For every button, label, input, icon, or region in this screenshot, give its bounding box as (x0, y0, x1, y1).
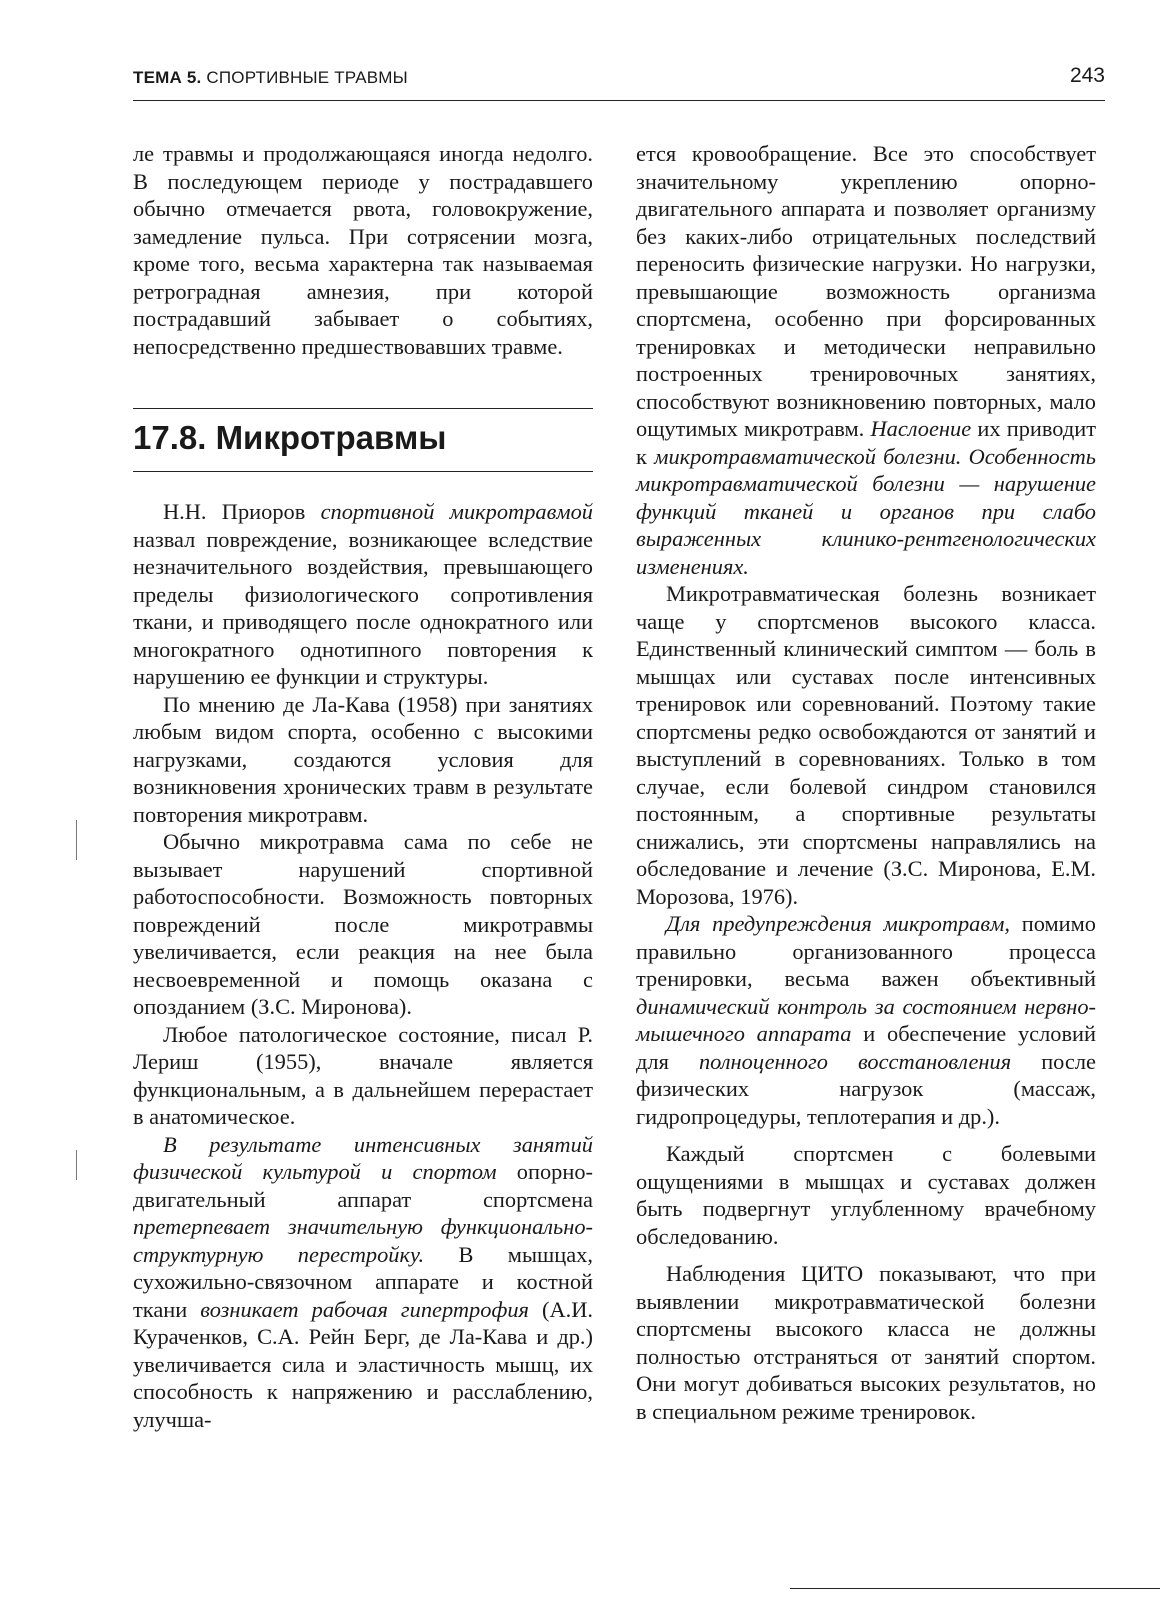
text-run: опорно-двигательный аппарат спортсмена (133, 1159, 593, 1212)
running-header-topic-name: СПОРТИВНЫЕ ТРАВМЫ (201, 68, 408, 87)
paragraph: Любое патологическое состояние, писал Р. Лериш (1955), вначале является функциональным, а в дальнейшем перерастает в анатомическое. (133, 1021, 593, 1129)
text-run: (А.И. Кураченков, С.А. Рейн Берг, де Ла-Кава и др.) увеличивается сила и эластичность мышц, их способность к напряжению и расслаблению, улучша- (133, 1296, 593, 1432)
text-run: ется кровообращение. Все это способствует значительному укреплению опорно-двигательного аппарата и позволяет организму без каких-либо отрицательных последствий переносить физические нагрузки. Но нагрузки, превышающие возможность организма спортсмена, особенно при форсированных тренировках и методически неправильно построенных тренировочных занятиях, способствуют возникновению повторных, мало ощутимых микротравм. (636, 141, 1096, 441)
term-italic: микротравматической болезни. Особенность микротравматической болезни — нарушение функций тканей и органов при слабо выраженных клинико-рентгенологических изменениях. (636, 443, 1096, 579)
page-number: 243 (1069, 64, 1105, 87)
paragraph: Каждый спортсмен с болевыми ощущениями в мышцах и суставах должен быть подвергнут углубленному врачебному обследованию. (636, 1141, 1096, 1249)
section-title: 17.8. Микротравмы (133, 419, 447, 456)
paragraph (133, 498, 593, 691)
term-italic: Наслоение (870, 416, 972, 441)
term-italic: полноценного восстановления (698, 1048, 1012, 1074)
text-run: после физических нагрузок (массаж, гидропроцедуры, теплотерапия и др.). (636, 1048, 1096, 1129)
text-run: назвал повреждение, возникающее вследствие незначительного воздействия, превышающего пределы физиологического сопротивления ткани, и приводящего после однократного или многократного однотипного повторения к нарушению ее функции и структуры. (133, 526, 593, 689)
margin-mark (76, 1150, 77, 1180)
paragraph (636, 910, 1096, 1130)
paragraph: По мнению де Ла-Кава (1958) при занятиях любым видом спорта, особенно с высокими нагрузками, создаются условия для возникновения хронических травм в результате повторения микротравм. (133, 691, 593, 827)
paragraph: Наблюдения ЦИТО показывают, что при выявлении микротравматической болезни спортсмены высокого класса не должны полностью отстраняться от занятий спортом. Они могут добиваться высоких результатов, но в специальном режиме тренировок. (636, 1261, 1096, 1424)
running-header-title (133, 68, 408, 88)
margin-mark (76, 820, 77, 860)
text-run: Н.Н. Приоров (163, 499, 321, 524)
left-column (133, 140, 593, 1433)
term-italic: спортивной микротравмой (320, 499, 593, 524)
paragraph: Микротравматическая болезнь возникает чаще у спортсменов высокого класса. Единственный клинический симптом — боль в мышцах или суставах после интенсивных тренировок или соревнований. Поэтому такие спортсмены редко освобождаются от занятий и выступлений в соревнованиях. Только в том случае, если болевой синдром становился постоянным, а спортивные результаты снижались, эти спортсмены направлялись на обследование и лечение (З.С. Миронова, Е.М. Морозова, 1976). (636, 581, 1096, 909)
running-header (133, 60, 1105, 101)
paragraph: ле травмы и продолжающаяся иногда недолго. В последующем периоде у пострадавшего обычно отмечается рвота, головокружение, замедление пульса. При сотрясении мозга, кроме того, весьма характерна так называемая ретроградная амнезия, при которой пострадавший забывает о событиях, непосредственно предшествовавших травме. (133, 141, 593, 359)
section-heading-block (133, 408, 593, 472)
paragraph: Обычно микротравма сама по себе не вызывает нарушений спортивной работоспособности. Возможность повторных повреждений после микротравмы увеличивается, если реакция на нее была несвоевременной и помощь оказана с опозданием (З.С. Миронова). (133, 829, 593, 1019)
running-header-topic-number: ТЕМА 5. (133, 68, 202, 87)
text-run: В мышцах, сухожильно-связочном аппарате и костной ткани (133, 1241, 593, 1322)
term-italic: динамический контроль за состоянием нервно-мышечного аппарата (636, 993, 1096, 1046)
text-run: их приводит к (636, 416, 1096, 469)
footer-rule (790, 1588, 1160, 1589)
term-italic: В результате интенсивных занятий физической культурой и спортом (133, 1131, 593, 1184)
text-run: помимо правильно организованного процесса тренировки, весьма важен объективный (636, 911, 1097, 991)
text-run: и обеспечение условий для (636, 1021, 1096, 1074)
right-column (636, 140, 1096, 1425)
term-italic: Для предупреждения микротравм, (666, 911, 1010, 936)
paragraph (133, 1131, 593, 1434)
paragraph (636, 140, 1096, 580)
term-italic: возникает рабочая гипертрофия (200, 1296, 529, 1322)
term-italic: претерпевает значительную функционально-структурную перестройку. (133, 1214, 593, 1267)
